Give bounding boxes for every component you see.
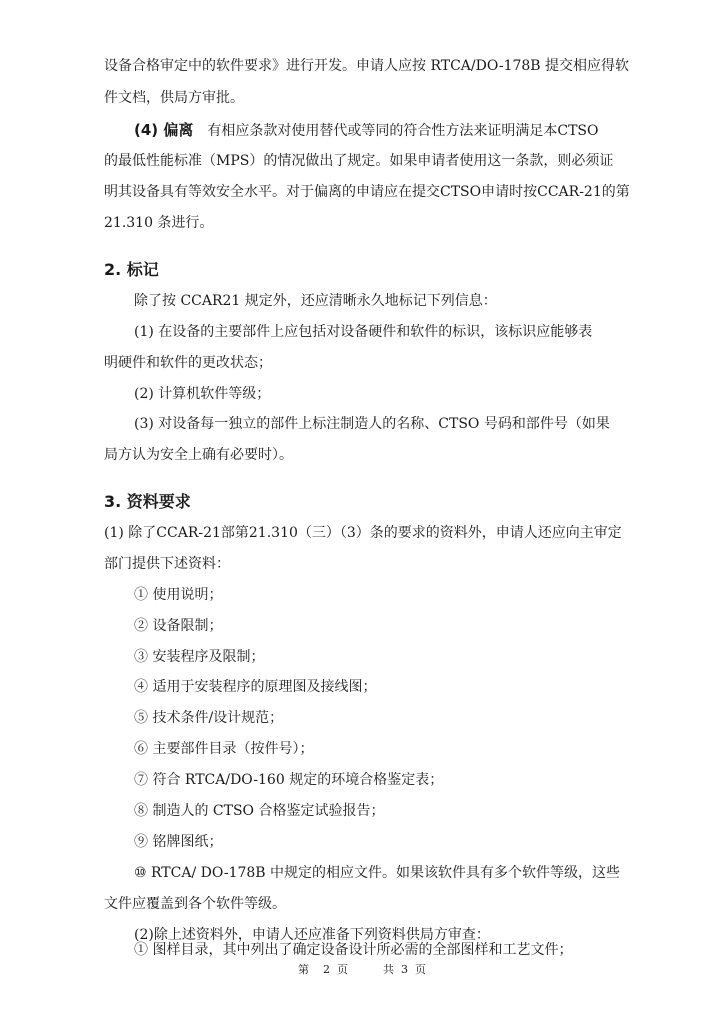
section-heading-data: 3. 资料要求 [104,492,191,511]
body-text-line: 局方认为安全上确有必要时）。 [104,447,293,463]
deviation-paragraph [134,120,599,140]
body-text-line: 的最低性能标准（MPS）的情况做出了规定。如果申请者使用这一条款，则必须证 [104,153,614,169]
body-text-line: 有相应条款对使用替代或等同的符合性方法来证明满足本CTSO [207,123,599,139]
list-item: ⑦ 符合 RTCA/DO-160 规定的环境合格鉴定表； [134,772,444,788]
list-item: ⑤ 技术条件/设计规范； [134,710,284,726]
body-text-line: 件文档，供局方审批。 [104,90,244,106]
list-item: ④ 适用于安装程序的原理图及接线图； [134,679,377,695]
body-text-line: 文件应覆盖到各个软件等级。 [104,896,286,912]
body-text-line: (1) 在设备的主要部件上应包括对设备硬件和软件的标识，该标识应能够表 [134,324,593,340]
body-text-line: (2)除上述资料外，申请人还应准备下列资料供局方审查： [134,927,490,943]
body-text-line: 明其设备具有等效安全水平。对于偏离的申请应在提交CTSO申请时按CCAR-21的第 [104,184,630,200]
body-text-line: 设备合格审定中的软件要求》进行开发。申请人应按 RTCA/DO-178B 提交相应得软 [104,58,630,74]
body-text-line: (3) 对设备每一独立的部件上标注制造人的名称、CTSO 号码和部件号（如果 [134,416,610,432]
body-text-line: 21.310 条进行。 [104,215,214,231]
page-footer: 第 2 页 共 3 页 [298,963,426,976]
body-text-line: 明硬件和软件的更改状态； [104,355,272,371]
deviation-heading: (4) 偏离 [134,121,194,139]
body-text-line: 部门提供下述资料： [104,556,230,572]
list-item: ③ 安装程序及限制； [134,649,265,665]
list-item: ① 使用说明； [134,587,223,603]
list-item: ⑨ 铭牌图纸； [134,834,223,850]
body-text-line: (1) 除了CCAR-21部第21.310（三）（3）条的要求的资料外，申请人还应向主审定 [104,525,622,541]
list-item: ⑩ RTCA/ DO-178B 中规定的相应文件。如果该软件具有多个软件等级，这些 [134,865,621,881]
list-item: ⑧ 制造人的 CTSO 合格鉴定试验报告； [134,803,385,819]
body-text-line: 除了按 CCAR21 规定外，还应清晰永久地标记下列信息： [134,293,497,309]
section-heading-marking: 2. 标记 [104,260,159,279]
list-item: ② 设备限制； [134,618,223,634]
list-item: ⑥ 主要部件目录（按件号）； [134,741,314,757]
list-item: ① 图样目录，其中列出了确定设备设计所必需的全部图样和工艺文件； [134,942,573,958]
body-text-line: (2) 计算机软件等级； [134,386,271,402]
